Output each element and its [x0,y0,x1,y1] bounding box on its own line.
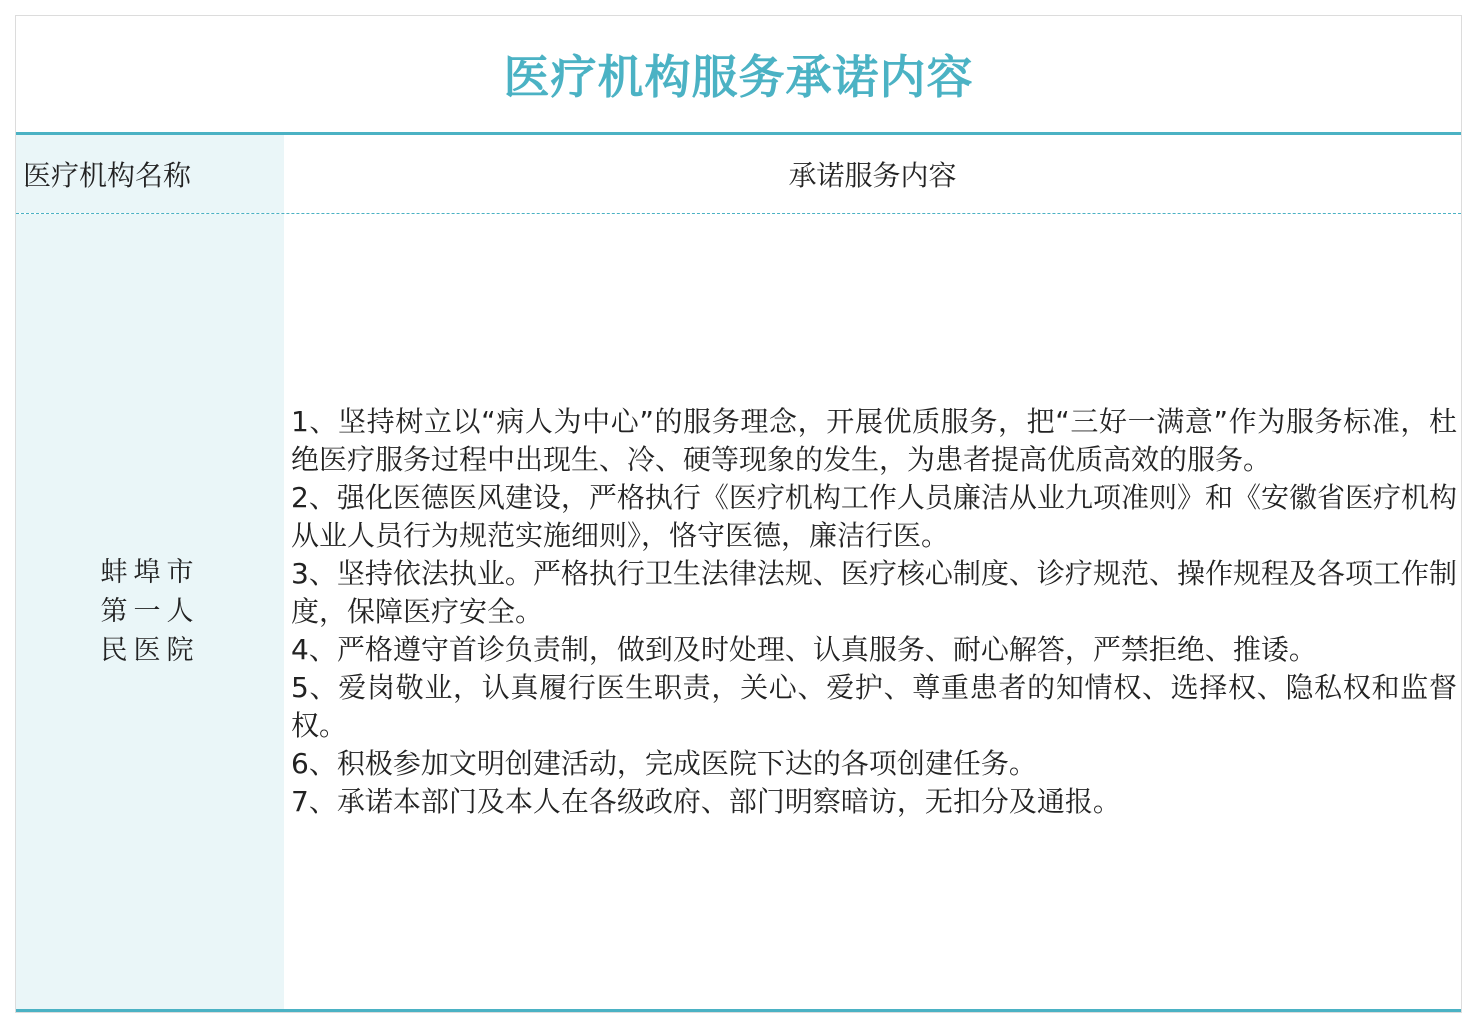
content-column-header: 承诺服务内容 [788,159,957,192]
institution-cell [16,214,284,1009]
title-row [16,16,1461,135]
table-header-row [16,135,1461,214]
page-title: 医疗机构服务承诺内容 [503,50,974,104]
commitment-item-3: 3、坚持依法执业。严格执行卫生法律法规、医疗核心制度、诊疗规范、操作规程及各项工作制度，保障医疗安全。 [291,556,1457,628]
commitment-item-6: 6、积极参加文明创建活动，完成医院下达的各项创建任务。 [291,746,1037,780]
commitment-list [291,403,1457,821]
institution-name: 蚌埠市第一人民医院 [100,557,200,666]
commitment-item-2: 2、强化医德医风建设，严格执行《医疗机构工作人员廉洁从业九项准则》和《安徽省医疗机构从业人员行为规范实施细则》，恪守医德，廉洁行医。 [291,480,1457,552]
commitment-cell [284,214,1461,1009]
commitment-item-4: 4、严格遵守首诊负责制，做到及时处理、认真服务、耐心解答，严禁拒绝、推诿。 [291,632,1317,666]
commitment-sheet [15,15,1462,1013]
commitment-item-1: 1、坚持树立以“病人为中心”的服务理念，开展优质服务，把“三好一满意”作为服务标准，杜绝医疗服务过程中出现生、冷、硬等现象的发生，为患者提高优质高效的服务。 [291,404,1457,476]
table-row [16,214,1461,1012]
commitment-item-7: 7、承诺本部门及本人在各级政府、部门明察暗访，无扣分及通报。 [291,784,1121,818]
commitment-item-5: 5、爱岗敬业，认真履行医生职责，关心、爱护、尊重患者的知情权、选择权、隐私权和监督权。 [291,670,1457,742]
institution-column-header: 医疗机构名称 [16,135,284,213]
